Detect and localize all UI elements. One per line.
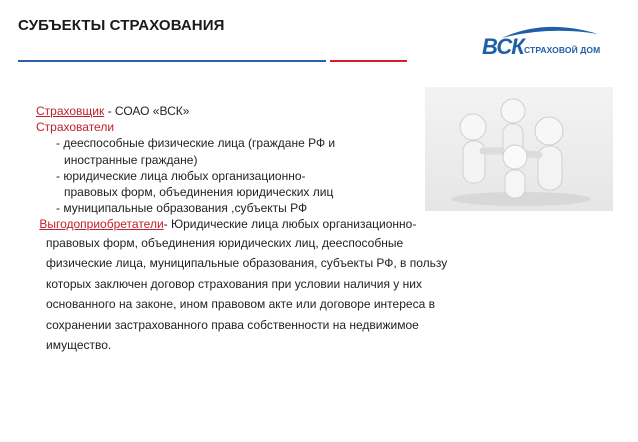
title-underline-red xyxy=(330,60,407,62)
beneficiaries-def-line: правовых форм, объединения юридических лиц, дееспособные xyxy=(46,235,404,250)
insurer-line xyxy=(36,103,596,119)
slide-title: СУБЪЕКТЫ СТРАХОВАНИЯ xyxy=(18,17,225,34)
beneficiaries-term: Выгодоприобретатели xyxy=(39,217,164,232)
logo-text: СТРАХОВОЙ ДОМ xyxy=(524,45,601,55)
vsk-logo xyxy=(482,22,602,70)
beneficiaries-def-line: сохранении застрахованного права собственности на недвижимое xyxy=(46,317,419,332)
beneficiaries-line xyxy=(36,216,596,232)
beneficiaries-def-line: которых заключен договор страхования при условии наличия у них xyxy=(46,276,422,291)
insurer-value: - СОАО «ВСК» xyxy=(104,104,190,118)
beneficiaries-def-line: физические лица, муниципальные образования, субъекты РФ, в пользу xyxy=(46,256,448,271)
policyholders-term: Страхователи xyxy=(36,120,115,135)
insurer-term: Страховщик xyxy=(36,104,105,118)
beneficiaries-def-line: имущество. xyxy=(46,338,112,353)
beneficiaries-definition xyxy=(36,233,596,356)
policyholder-item: - юридические лица любых организационно- xyxy=(56,168,306,183)
policyholders-heading xyxy=(36,119,596,135)
policyholder-item: - дееспособные физические лица (граждане РФ и xyxy=(56,136,336,151)
beneficiaries-def-line: основанного на законе, ином правовом акте или договоре интереса в xyxy=(46,297,435,312)
logo-mark: ВСК xyxy=(482,34,524,59)
subjects-text-block xyxy=(36,103,596,356)
policyholder-item-cont: иностранные граждане) xyxy=(64,152,198,167)
title-underline-blue xyxy=(18,60,326,62)
policyholder-item: - муниципальные образования ,субъекты РФ xyxy=(56,201,308,216)
policyholder-item-cont: правовых форм, объединения юридических лиц xyxy=(64,185,334,200)
beneficiaries-def-start: - Юридические лица любых организационно- xyxy=(163,217,417,232)
